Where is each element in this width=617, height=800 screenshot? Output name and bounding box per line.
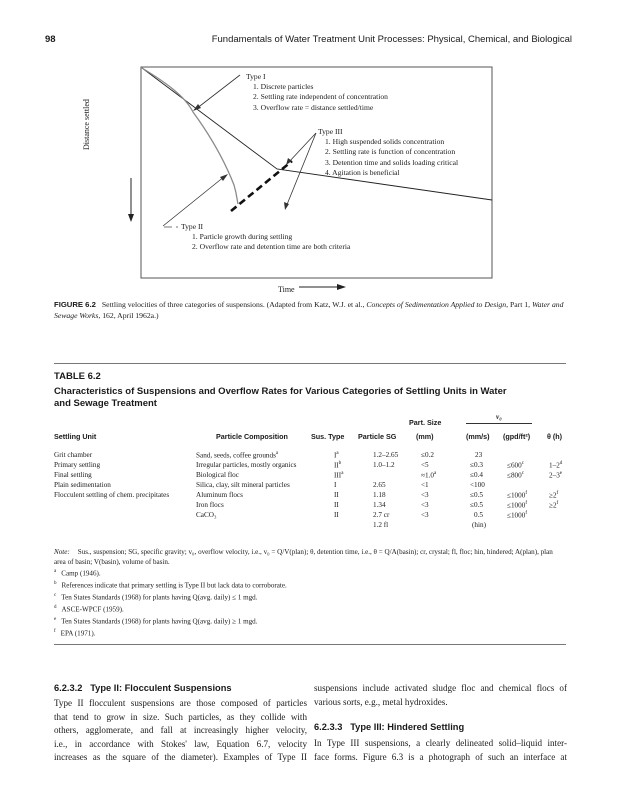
table-title: Characteristics of Suspensions and Overflow Rates for Various Categories of Settling Units in Water and Sewage Treatment [54, 386, 507, 409]
col-particle-composition: Particle Composition [216, 432, 288, 441]
running-title: Fundamentals of Water Treatment Unit Processes: Physical, Chemical, and Biological [211, 34, 572, 45]
col-sus-type: Sus. Type [311, 432, 345, 441]
footnote: $^f$ EPA (1971). [54, 629, 96, 638]
x-axis-label: Time [278, 285, 295, 294]
type3-pointer-1 [288, 133, 316, 163]
type3-annotation: Type III 1. High suspended solids concentration 2. Settling rate is function of concentration 3. Detention time and solids loading critical 4. Agitation is beneficial [318, 127, 459, 177]
figure-label: FIGURE 6.2 [54, 300, 96, 309]
type3-pointer-2 [286, 133, 316, 207]
col-particle-sg: Particle SG [358, 432, 397, 441]
col-settling-unit: Settling Unit [54, 432, 97, 441]
type2-pointer [163, 176, 225, 226]
settling-diagram [0, 0, 617, 300]
col-theta: θ (h) [547, 432, 563, 441]
col-v0: v₀ [496, 413, 502, 421]
left-column-text: Type II flocculent suspensions are those composed of particles that tend to grow in size. Such particles, as they collide with others, agglomerate, and fall at increasingly higher velocity, i.e., in accordance with Stokes' law, Equation 6.7, velocity increases as the square of the diameter). Examples of Type II [54, 698, 307, 763]
table-label: TABLE 6.2 [54, 371, 101, 382]
x-axis-arrowhead [337, 284, 346, 290]
col-gpd-ft2: (gpd/ft²) [503, 432, 531, 441]
type1-pointer [196, 75, 240, 109]
y-axis-arrowhead [128, 214, 134, 222]
v0-span-line [466, 423, 532, 424]
col-mm-s: (mm/s) [466, 432, 490, 441]
right-column-text: In Type III suspensions, a clearly delineated solid–liquid inter- face forms. Figure 6.3 is a photograph of such an interface at [314, 738, 567, 762]
footnote: $^e$ Ten States Standards (1968) for plants having Q(avg. daily) ≥ 1 mgd. [54, 617, 258, 626]
figure-6-2 [0, 0, 617, 300]
footnote: $^c$ Ten States Standards (1968) for plants having Q(avg. daily) ≤ 1 mgd. [54, 593, 258, 602]
type1-annotation: Type I 1. Discrete particles 2. Settling rate independent of concentration 3. Overflow rate = distance settled/time [246, 72, 388, 112]
footnote: $^b$ References indicate that primary settling is Type II but lack data to corroborate. [54, 581, 287, 590]
type2-curve [142, 68, 238, 204]
footnote: $^a$ Camp (1946). [54, 569, 101, 578]
section-heading-6-2-3-3: 6.2.3.3 Type III: Hindered Settling [314, 722, 465, 732]
table-note: Note: Sus., suspension; SG, specific gravity; v₀, overflow velocity, i.e., v₀ = Q/V(plan); θ, detention time, i.e., θ = Q/A(basin); cr, crystal; fl, floc; hin, hindered; A(plan), plan area of basin; V(basin), volume of basin. [54, 548, 553, 566]
section-heading-6-2-3-2: 6.2.3.2 Type II: Flocculent Suspensions [54, 683, 232, 693]
figure-caption: FIGURE 6.2 Settling velocities of three categories of suspensions. (Adapted from Katz, W.J. et al., Concepts of Sedimentation Applied to Design, Part 1, Water and Sewage Works, 162, April 1962a.) [54, 300, 564, 320]
table-top-rule [54, 363, 566, 364]
y-axis-label: Distance settled [82, 99, 91, 150]
table-bottom-rule [54, 644, 566, 645]
col-part-size: Part. Size [409, 418, 442, 427]
right-column-text-top: suspensions include activated sludge floc and chemical flocs of various sorts, e.g., metal hydroxides. [314, 683, 567, 707]
dashed-transition-line [231, 161, 292, 211]
page-number: 98 [45, 34, 56, 45]
footnote: $^d$ ASCE-WPCF (1959). [54, 605, 124, 614]
type2-annotation: Type II 1. Particle growth during settling 2. Overflow rate and detention time are both criteria [181, 222, 351, 252]
